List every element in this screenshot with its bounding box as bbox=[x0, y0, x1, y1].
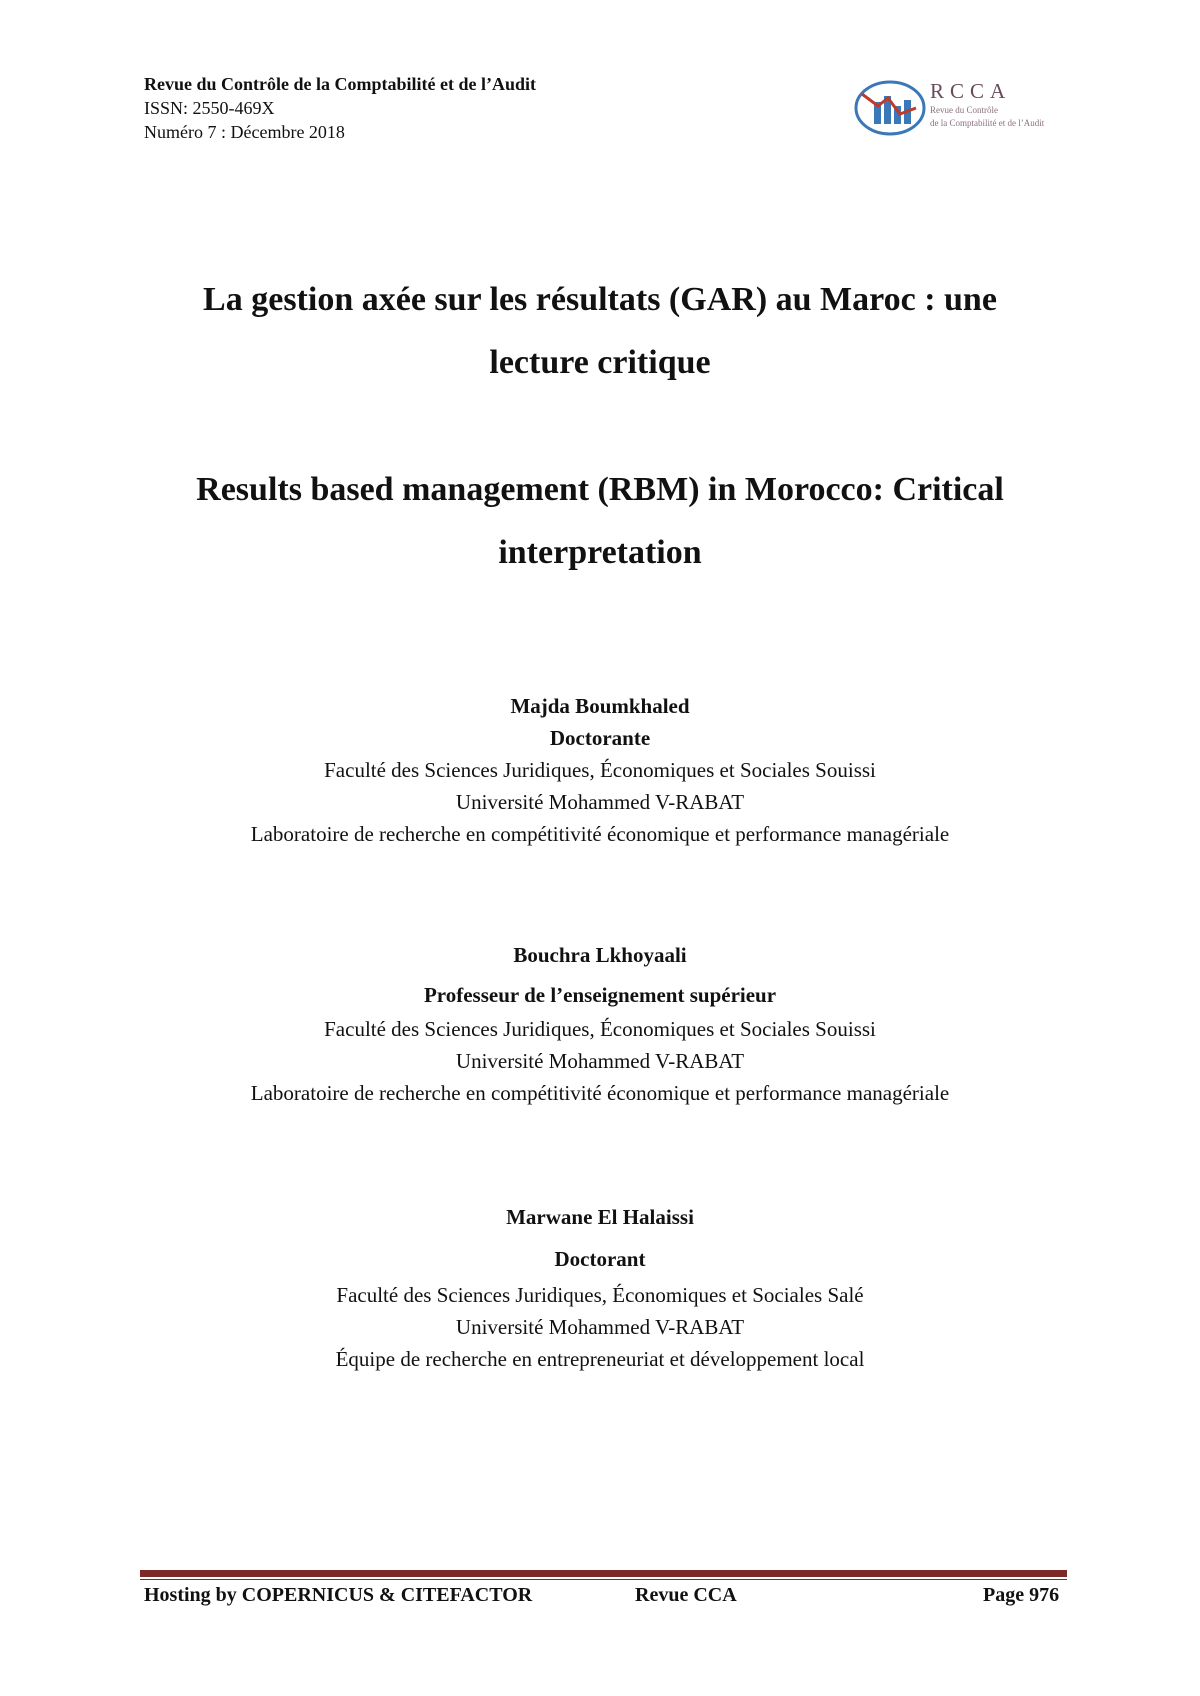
footer-rule bbox=[140, 1570, 1067, 1577]
title-french: La gestion axée sur les résultats (GAR) au Maroc : une lecture critique bbox=[203, 281, 997, 381]
author-lab: Laboratoire de recherche en compétitivité économique et performance managériale bbox=[250, 822, 950, 846]
issue-number: Numéro 7 : Décembre 2018 bbox=[144, 122, 345, 142]
logo-subtitle-1: Revue du Contrôle bbox=[930, 105, 998, 115]
author-university: Université Mohammed V-RABAT bbox=[455, 1049, 745, 1073]
footer-hosting: Hosting by COPERNICUS & CITEFACTOR bbox=[144, 1584, 533, 1606]
journal-header bbox=[144, 72, 536, 144]
author-name: Marwane El Halaissi bbox=[506, 1205, 694, 1229]
page-number: Page 976 bbox=[983, 1584, 1060, 1606]
rcca-logo bbox=[854, 74, 1094, 138]
title-english: Results based management (RBM) in Morocco: Critical interpretation bbox=[196, 471, 1004, 571]
rcca-logo-icon bbox=[854, 74, 926, 138]
author-block bbox=[150, 933, 1050, 1109]
logo-subtitle-2: de la Comptabilité et de l’Audit bbox=[930, 118, 1045, 128]
issn: ISSN: 2550-469X bbox=[144, 98, 275, 118]
author-faculty: Faculté des Sciences Juridiques, Économiques et Sociales Souissi bbox=[324, 1017, 876, 1041]
author-university: Université Mohammed V-RABAT bbox=[455, 790, 745, 814]
author-faculty: Faculté des Sciences Juridiques, Économiques et Sociales Souissi bbox=[324, 758, 876, 782]
footer-journal: Revue CCA bbox=[635, 1584, 737, 1606]
author-name: Bouchra Lkhoyaali bbox=[513, 943, 687, 967]
author-name: Majda Boumkhaled bbox=[510, 694, 690, 718]
author-role: Professeur de l’enseignement supérieur bbox=[423, 983, 777, 1007]
footer-rule-thin bbox=[140, 1579, 1067, 1580]
author-faculty: Faculté des Sciences Juridiques, Économiques et Sociales Salé bbox=[336, 1283, 864, 1307]
author-block bbox=[150, 690, 1050, 850]
author-block bbox=[150, 1195, 1050, 1375]
logo-abbr: RCCA bbox=[930, 79, 1012, 103]
logo-text bbox=[930, 80, 1044, 128]
author-lab: Laboratoire de recherche en compétitivité économique et performance managériale bbox=[250, 1081, 950, 1105]
journal-title: Revue du Contrôle de la Comptabilité et de l’Audit bbox=[144, 74, 536, 94]
author-university: Université Mohammed V-RABAT bbox=[455, 1315, 745, 1339]
author-lab: Équipe de recherche en entrepreneuriat et développement local bbox=[335, 1347, 865, 1371]
author-role: Doctorante bbox=[549, 726, 651, 750]
author-role: Doctorant bbox=[554, 1247, 646, 1271]
